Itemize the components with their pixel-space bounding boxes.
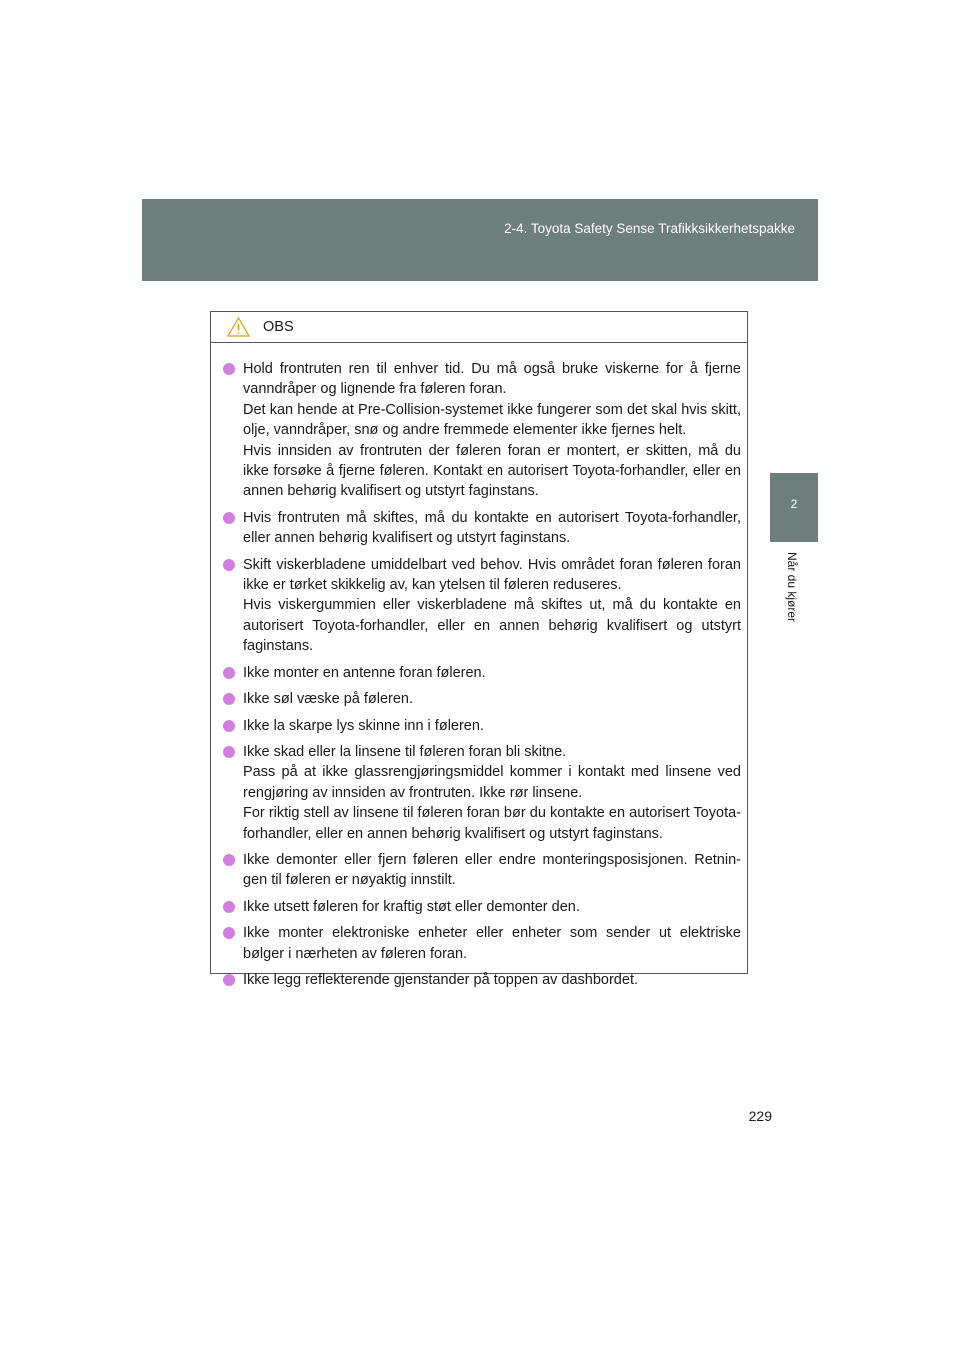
caution-item (223, 742, 741, 844)
caution-header (211, 312, 747, 343)
chapter-number: 2 (790, 497, 798, 511)
caution-item (223, 555, 741, 657)
bullet-icon (223, 746, 235, 758)
caution-item-text: Ikke la skarpe lys skinne inn i føleren. (243, 717, 484, 734)
chapter-label: Når du kjører (785, 552, 799, 623)
caution-item-text: Pass på at ikke glassrengjøringsmiddel kommer i kontakt med linsene ved rengjøring av innsiden av frontruten. Ikke rør linsene. (243, 764, 741, 801)
caution-item-text: Hvis innsiden av frontruten der føleren foran er montert, er skitten, må du ikke forsøke å fjerne føleren. Kontakt en autorisert Toyota-forhandler, eller en annen behørig kvalifisert og utstyrt faginstans. (243, 442, 741, 500)
warning-triangle-icon (227, 317, 250, 337)
caution-item (223, 897, 741, 917)
page-number: 229 (748, 1108, 772, 1124)
caution-item (223, 689, 741, 709)
caution-box (210, 311, 748, 988)
section-header-band (142, 199, 818, 281)
caution-item-text: Ikke søl væske på føleren. (243, 691, 414, 708)
caution-item-text: Ikke monter en antenne foran føleren. (243, 664, 486, 681)
bullet-icon (223, 720, 235, 732)
caution-item-text: Ikke utsett føleren for kraftig støt eller demonter den. (243, 898, 580, 915)
caution-item (223, 850, 741, 891)
bullet-icon (223, 363, 235, 375)
caution-item-text: Ikke skad eller la linsene til føleren foran bli skitne. (243, 743, 567, 760)
bullet-icon (223, 693, 235, 705)
caution-item (223, 508, 741, 549)
bullet-icon (223, 512, 235, 524)
caution-item (223, 923, 741, 964)
caution-item (223, 970, 741, 990)
section-title: 2-4. Toyota Safety Sense Trafikksikkerhetspakke (504, 221, 795, 236)
caution-title: OBS (263, 319, 294, 335)
caution-item-text: Hvis frontruten må skiftes, må du kontakte en autorisert Toyota-forhandler, eller annen behørig kvalifisert og utstyrt faginstans. (243, 509, 741, 547)
caution-item-text: Hvis viskergummien eller viskerbladene må skiftes ut, må du kontakte en autorisert Toyota-forhandler, eller en annen behørig kvalifisert og utstyrt faginstans. (243, 597, 741, 655)
caution-item-text: Skift viskerbladene umiddelbart ved behov. Hvis området foran føleren foran ikke er tørket skikkelig av, kan ytelsen til føleren reduseres. (243, 556, 741, 594)
bullet-icon (223, 854, 235, 866)
caution-item (223, 359, 741, 502)
caution-item-text: Ikke monter elektroniske enheter eller enheter som sender ut elektriske bølger i nærheten av føleren foran. (243, 925, 741, 962)
bullet-icon (223, 901, 235, 913)
caution-item-text: For riktig stell av linsene til føleren foran bør du kontakte en autorisert Toyota-forhandler, eller en annen behørig kvalifisert og utstyrt faginstans. (243, 805, 741, 842)
bullet-icon (223, 927, 235, 939)
caution-item (223, 716, 741, 736)
caution-item-text: Ikke legg reflekterende gjenstander på toppen av dashbordet. (243, 971, 638, 988)
caution-list (211, 343, 747, 990)
caution-item-text: Det kan hende at Pre-Collision-systemet ikke fungerer som det skal hvis skitt, olje, vanndråper, snø og andre fremmede elementer ikke fjernes helt. (243, 401, 741, 439)
caution-item-text: Ikke demonter eller fjern føleren eller endre monteringsposisjonen. Retnin-gen til føleren er nøyaktig innstilt. (243, 851, 741, 889)
caution-item (223, 663, 741, 683)
chapter-tab (770, 473, 818, 542)
bullet-icon (223, 974, 235, 986)
bullet-icon (223, 667, 235, 679)
caution-item-text: Hold frontruten ren til enhver tid. Du må også bruke viskerne for å fjerne vanndråper og lignende fra føleren foran. (243, 361, 741, 398)
bullet-icon (223, 559, 235, 571)
